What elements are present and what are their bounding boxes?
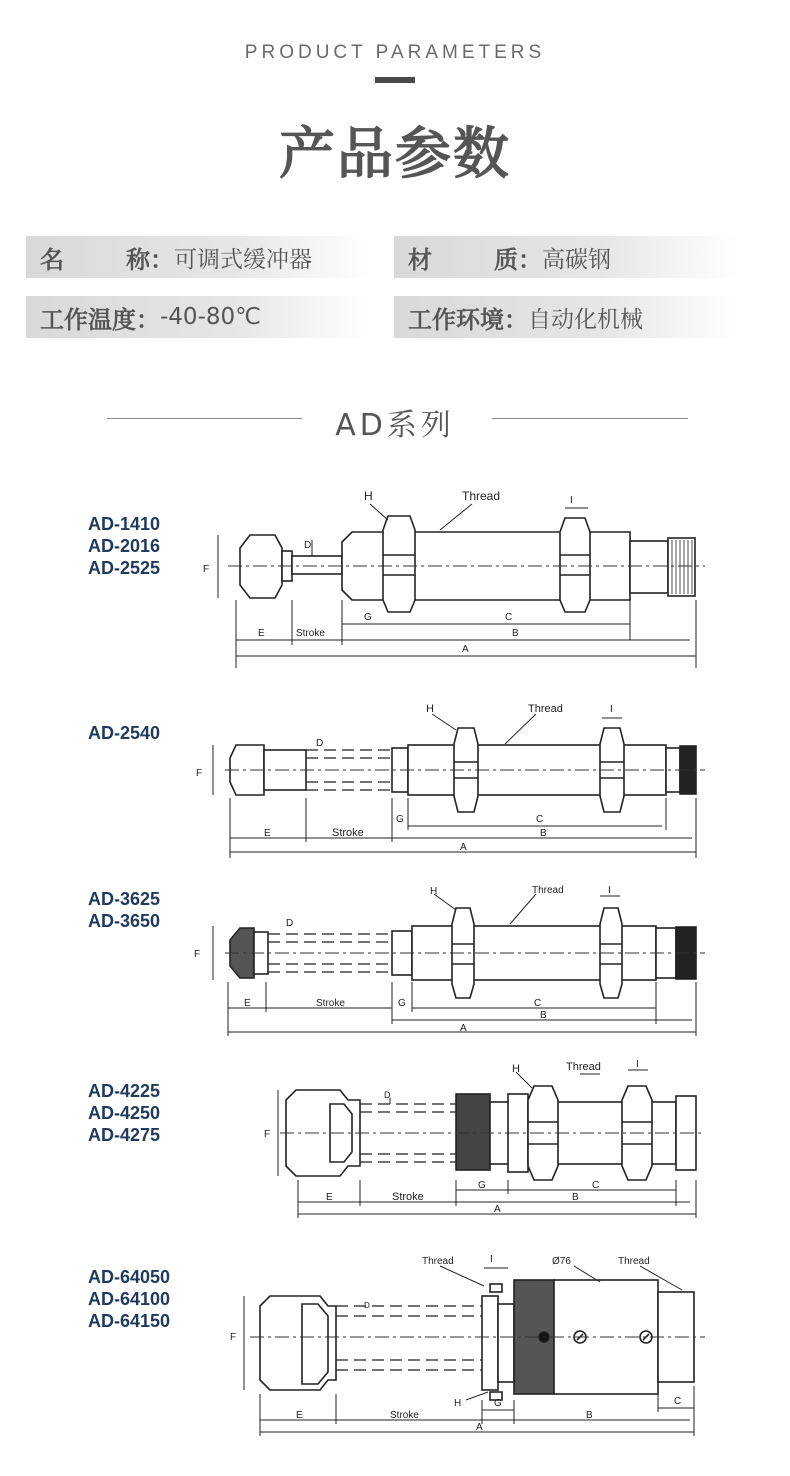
label-g: G [478,1180,486,1191]
label-g: G [398,998,406,1009]
section-subtitle-en: PRODUCT PARAMETERS [244,42,546,63]
label-i: I [610,704,613,715]
label-g: G [396,814,404,825]
label-a: A [460,1023,467,1034]
label-a: A [476,1422,483,1433]
label-thread-2: Thread [618,1256,650,1267]
label-e: E [296,1410,303,1421]
label-c: C [534,998,542,1009]
label-d: D [286,918,294,929]
label-i: I [608,885,611,896]
label-stroke: Stroke [332,827,364,839]
label-d: D [304,540,312,551]
param-value: 自动化机械 [528,306,643,333]
label-stroke: Stroke [296,628,325,639]
param-value: -40-80℃ [160,304,261,330]
label-b: B [512,628,519,639]
label-b: B [540,828,547,839]
model-name: AD-3650 [88,911,161,931]
model-name: AD-4225 [88,1081,161,1101]
param-key: 材 质： [408,245,542,274]
label-f: F [194,949,201,960]
label-h: H [512,1063,520,1075]
label-a: A [460,842,467,853]
label-thread: Thread [422,1256,454,1267]
model-name: AD-64150 [88,1311,171,1331]
label-d: D [364,1301,370,1310]
label-c: C [505,612,513,623]
label-i: I [570,495,573,506]
model-name: AD-4275 [88,1125,161,1145]
label-b: B [540,1010,547,1021]
label-stroke: Stroke [316,998,345,1009]
label-thread: Thread [532,885,564,896]
param-key: 名 称： [40,245,174,274]
label-f: F [203,564,210,575]
label-h: H [426,703,434,715]
label-b: B [586,1410,593,1421]
label-a: A [462,644,469,655]
model-name: AD-2525 [88,558,161,578]
label-e: E [244,998,251,1009]
label-f: F [196,768,203,779]
label-stroke: Stroke [392,1191,424,1203]
label-f: F [230,1332,237,1343]
label-thread: Thread [528,703,563,715]
page-title: 产品参数 [279,122,511,187]
model-name: AD-2540 [88,723,161,743]
label-d: D [384,1090,391,1100]
label-c: C [592,1180,600,1191]
param-key: 工作温度： [40,305,160,334]
label-e: E [264,828,271,839]
model-name: AD-4250 [88,1103,161,1123]
model-name: AD-2016 [88,536,161,556]
model-name: AD-1410 [88,514,161,534]
label-c: C [674,1396,682,1407]
param-value: 可调式缓冲器 [174,246,312,273]
model-name: AD-64100 [88,1289,171,1309]
label-thread: Thread [462,489,501,503]
model-name: AD-3625 [88,889,161,909]
label-e: E [258,628,265,639]
label-f: F [264,1129,271,1140]
label-i: I [490,1254,493,1265]
param-key: 工作环境： [408,305,528,334]
label-b: B [572,1192,579,1203]
label-e: E [326,1192,333,1203]
model-name: AD-64050 [88,1267,171,1287]
label-thread: Thread [566,1061,601,1073]
label-diameter: Ø76 [552,1256,571,1267]
series-title: AD系列 [335,408,455,443]
label-a: A [494,1204,501,1215]
label-h: H [430,886,438,897]
param-value: 高碳钢 [542,246,611,273]
label-g: G [364,612,372,623]
label-g: G [494,1398,502,1409]
label-c: C [536,814,544,825]
label-stroke: Stroke [390,1410,419,1421]
label-d: D [316,738,324,749]
label-h: H [364,489,373,503]
label-i: I [636,1059,639,1070]
label-h: H [454,1398,462,1409]
